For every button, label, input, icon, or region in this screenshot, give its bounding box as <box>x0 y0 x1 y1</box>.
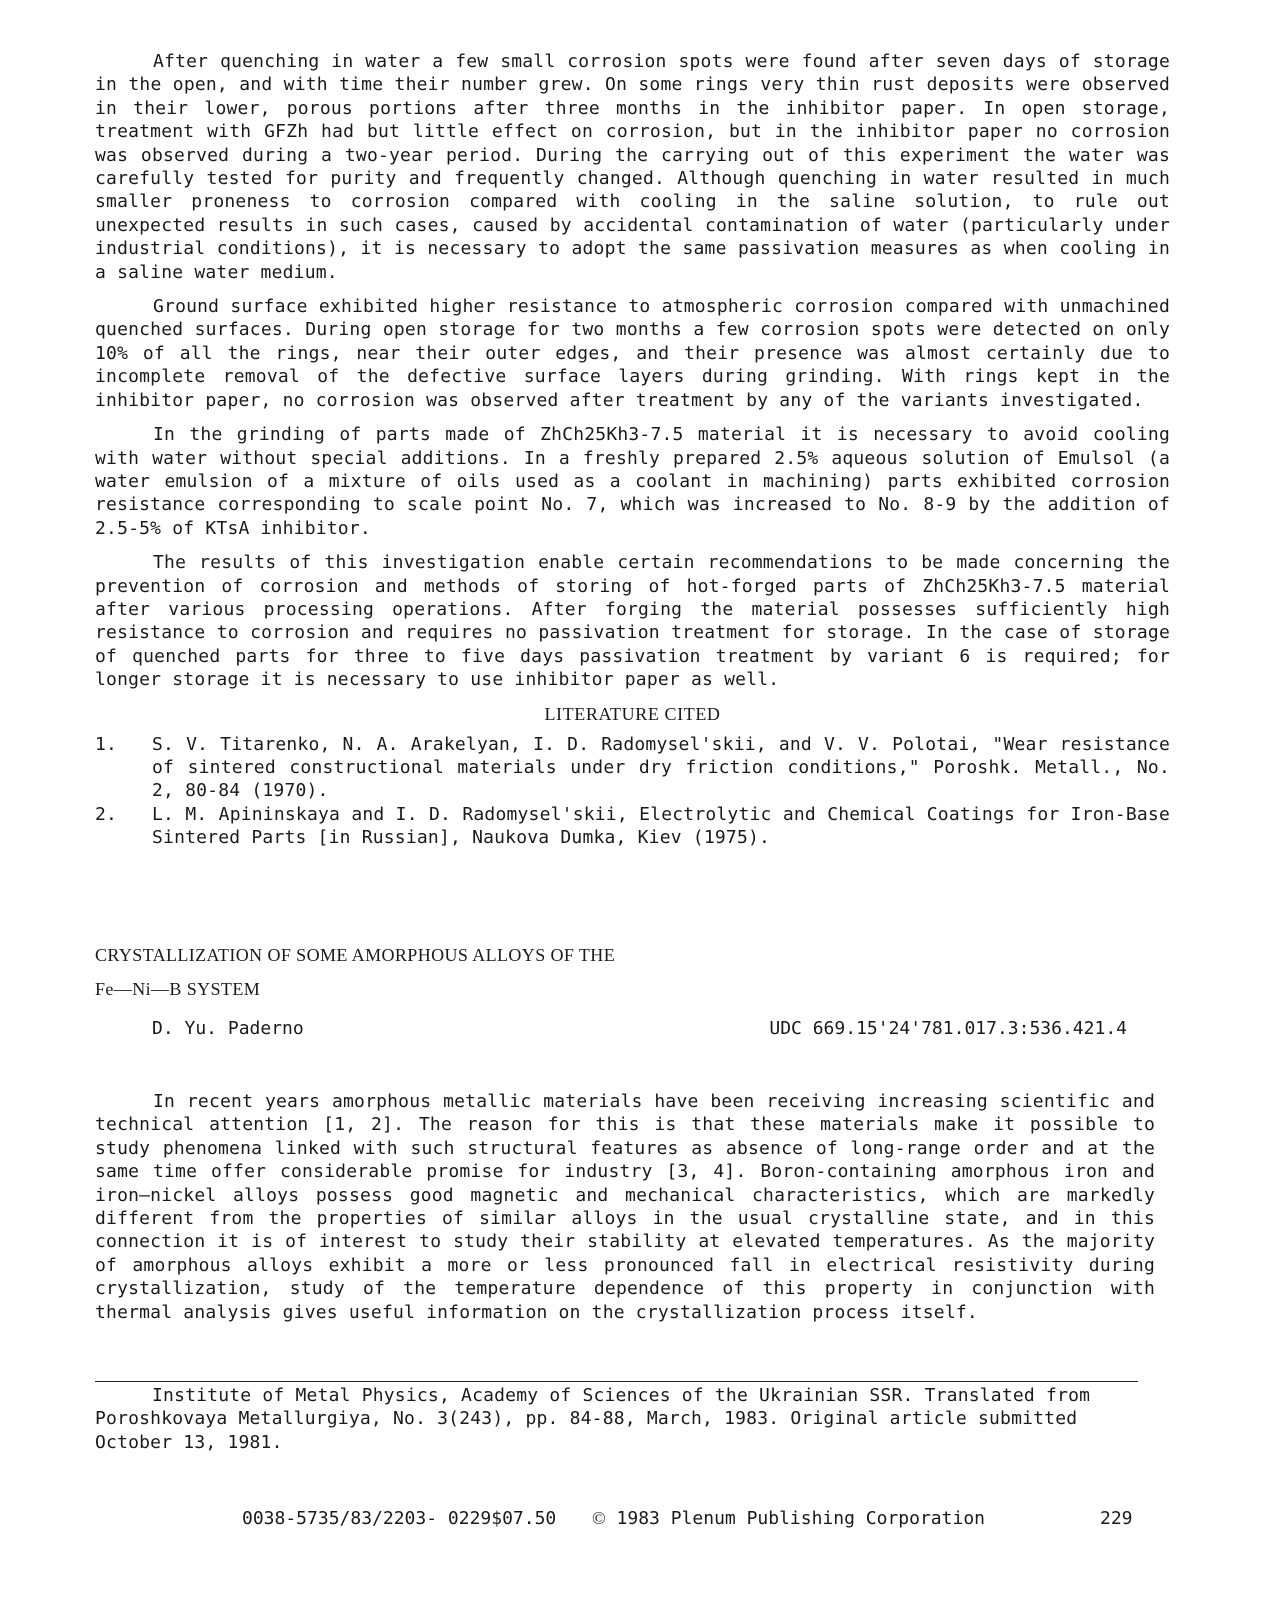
reference-item <box>95 733 1170 803</box>
udc-code: UDC 669.15'24'781.017.3:536.421.4 <box>769 1018 1127 1039</box>
article-title-line-1: CRYSTALLIZATION OF SOME AMORPHOUS ALLOYS OF THE <box>95 945 616 965</box>
reference-number: 2. <box>95 803 118 825</box>
article-title <box>95 938 615 1006</box>
article-code: 0038-5735/83/2203- 0229$07.50 <box>242 1508 557 1529</box>
article-title-line-2: Fe—Ni—B SYSTEM <box>95 979 261 999</box>
body-paragraph-4: The results of this investigation enable certain recommendations to be made concerning the prevention of corrosion and methods of storing of hot-forged parts of ZhCh25Kh3-7.5 material after various processing operations. After forging the material possesses sufficiently high resistance to corrosion and requires no passivation treatment for storage. In the case of storage of quenched parts for three to five days passivation treatment by variant 6 is required; for longer storage it is necessary to use inhibitor paper as well. <box>95 552 1170 691</box>
body-paragraph-2: Ground surface exhibited higher resistance to atmospheric corrosion compared with unmachined quenched surfaces. During open storage for two months a few corrosion spots were detected on only 10% of all the rings, near their outer edges, and their presence was almost certainly due to incomplete removal of the defective surface layers during grinding. With rings kept in the inhibitor paper, no corrosion was observed after treatment by any of the variants investigated. <box>95 296 1170 411</box>
article-intro <box>95 1090 1155 1324</box>
page-footer <box>0 1508 1261 1538</box>
reference-item <box>95 803 1170 850</box>
reference-text: S. V. Titarenko, N. A. Arakelyan, I. D. Radomysel'skii, and V. V. Polotai, "Wear resistance of sintered constructional materials under dry friction conditions," Poroshk. Metall., No. 2, 80-84 (1970). <box>152 733 1170 802</box>
copyright-text: 1983 Plenum Publishing Corporation <box>616 1508 985 1529</box>
copyright <box>592 1508 985 1529</box>
body-paragraph-3: In the grinding of parts made of ZhCh25Kh3-7.5 material it is necessary to avoid cooling with water without special additions. In a freshly prepared 2.5% aqueous solution of Emulsol (a water emulsion of a mixture of oils used as a coolant in machining) parts exhibited corrosion resistance corresponding to scale point No. 7, which was increased to No. 8-9 by the addition of 2.5-5% of KTsA inhibitor. <box>95 424 1170 539</box>
copyright-symbol: © <box>592 1508 606 1528</box>
reference-list <box>95 733 1170 850</box>
footnote: Institute of Metal Physics, Academy of Sciences of the Ukrainian SSR. Translated from Poroshkovaya Metallurgiya, No. 3(243), pp. 84-88, March, 1983. Original article submitted October 13, 1981. <box>95 1385 1091 1453</box>
author-name: D. Yu. Paderno <box>152 1018 304 1039</box>
page-body <box>95 50 1170 850</box>
byline <box>152 1018 1127 1039</box>
reference-number: 1. <box>95 733 118 755</box>
footnote-divider <box>95 1381 1138 1382</box>
literature-heading: LITERATURE CITED <box>544 703 721 724</box>
body-paragraph-1: After quenching in water a few small corrosion spots were found after seven days of storage in the open, and with time their number grew. On some rings very thin rust deposits were observed in their lower, porous portions after three months in the inhibitor paper. In open storage, treatment with GFZh had but little effect on corrosion, but in the inhibitor paper no corrosion was observed during a two-year period. During the carrying out of this experiment the water was carefully tested for purity and frequently changed. Although quenching in water resulted in much smaller proneness to corrosion compared with cooling in the saline solution, to rule out unexpected results in such cases, caused by accidental contamination of water (particularly under industrial conditions), it is necessary to adopt the same passivation measures as when cooling in a saline water medium. <box>95 51 1170 283</box>
page-number: 229 <box>1100 1508 1133 1529</box>
reference-text: L. M. Apininskaya and I. D. Radomysel'skii, Electrolytic and Chemical Coatings for Iron-Base Sintered Parts [in Russian], Naukova Dumka, Kiev (1975). <box>152 803 1170 849</box>
intro-paragraph: In recent years amorphous metallic materials have been receiving increasing scientific and technical attention [1, 2]. The reason for this is that these materials make it possible to study phenomena linked with such structural features as absence of long-range order and at the same time offer considerable promise for industry [3, 4]. Boron-containing amorphous iron and iron—nickel alloys possess good magnetic and mechanical characteristics, which are markedly different from the properties of similar alloys in the usual crystalline state, and in this connection it is of interest to study their stability at elevated temperatures. As the majority of amorphous alloys exhibit a more or less pronounced fall in electrical resistivity during crystallization, study of the temperature dependence of this property in conjunction with thermal analysis gives useful information on the crystallization process itself. <box>95 1091 1155 1323</box>
